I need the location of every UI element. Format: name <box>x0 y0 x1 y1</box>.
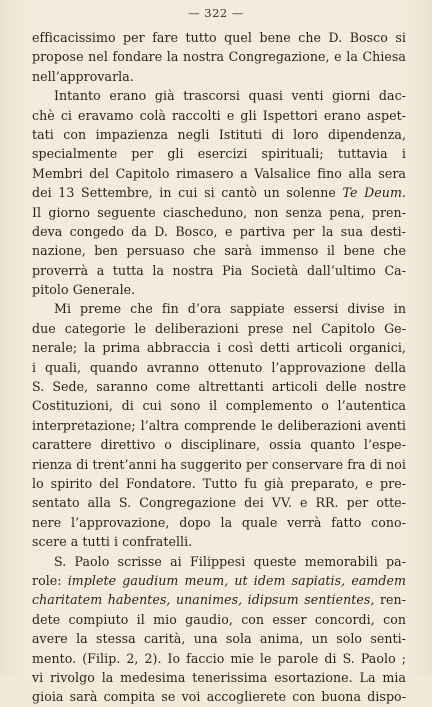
line-text: vi rivolgo la medesima tenerissima esortazione. La mia <box>32 669 406 685</box>
italic-quote: implete gaudium meum, ut idem sapiatis, eamdem <box>67 572 406 588</box>
text-line <box>32 164 406 183</box>
text-line <box>32 493 406 512</box>
line-text: scere a tutti i confratelli. <box>32 534 193 550</box>
text-line <box>32 435 406 454</box>
text-line <box>32 474 406 493</box>
page-number: — 322 — <box>188 6 244 20</box>
text-line <box>32 183 406 202</box>
line-text: deva congedo da D. Bosco, e partiva per la sua desti- <box>32 223 406 239</box>
text-line <box>32 513 406 532</box>
line-text: gioia sarà compita se voi accoglierete con buona dispo- <box>32 689 406 705</box>
line-text: sentato alla S. Congregazione dei VV. e RR. per otte- <box>32 495 406 511</box>
text-line <box>32 416 406 435</box>
text-line <box>32 106 406 125</box>
body-text <box>32 28 406 707</box>
text-line <box>32 28 406 47</box>
text-line <box>32 241 406 260</box>
text-line <box>32 455 406 474</box>
line-text: ren- <box>374 592 406 608</box>
line-text: tati con impazienza negli Istituti di loro dipendenza, <box>32 126 406 142</box>
text-line <box>32 687 406 706</box>
text-line <box>32 280 406 299</box>
text-line <box>32 571 406 590</box>
text-line <box>32 261 406 280</box>
text-line <box>32 338 406 357</box>
text-line <box>32 319 406 338</box>
line-text: Costituzioni, di cui sono il complemento o l’autentica <box>32 398 406 414</box>
line-text: S. Paolo scrisse ai Filippesi queste memorabili pa- <box>54 553 406 569</box>
line-text: nere l’approvazione, dopo la quale verrà fatto cono- <box>32 514 406 530</box>
line-text: dete compiuto il mio gaudio, con esser concordi, con <box>32 611 406 627</box>
text-line <box>32 610 406 629</box>
line-text: mento. (Filip. 2, 2). Io faccio mie le parole di S. Paolo ; <box>32 650 406 666</box>
text-line <box>32 590 406 609</box>
line-text: role: <box>32 572 68 588</box>
line-text: lo spirito del Fondatore. Tutto fu già preparato, e pre- <box>32 475 406 491</box>
line-text: interpretazione; l’altra comprende le deliberazioni aventi <box>32 417 406 433</box>
line-text: S. Sede, saranno come altrettanti articoli delle nostre <box>32 379 406 395</box>
line-text: rienza di trent’anni ha suggerito per conservare fra di noi <box>32 456 406 472</box>
text-line <box>32 377 406 396</box>
text-line <box>32 67 406 86</box>
text-line <box>32 358 406 377</box>
text-line <box>32 125 406 144</box>
text-line <box>32 222 406 241</box>
line-text: due categorie le deliberazioni prese nel Capitolo Ge- <box>32 320 406 336</box>
italic-quote: Te Deum. <box>342 185 406 201</box>
text-line <box>32 396 406 415</box>
text-line <box>32 649 406 668</box>
line-text: nerale; la prima abbraccia i così detti articoli organici, <box>32 340 406 356</box>
text-line <box>32 532 406 551</box>
line-text: specialmente per gli esercizi spirituali; tuttavia i <box>32 146 406 162</box>
line-text: avere la stessa carità, una sola anima, un solo senti- <box>32 631 406 647</box>
italic-quote: charitatem habentes, unanimes, idipsum sentientes, <box>32 592 375 608</box>
line-text: i quali, quando avranno ottenuto l’approvazione della <box>32 359 406 375</box>
line-text: nazione, ben persuaso che sarà immenso il bene che <box>32 243 406 259</box>
line-text: chè ci eravamo colà raccolti e gli Ispettori erano aspet- <box>32 107 406 123</box>
line-text: Membri del Capitolo rimasero a Valsalice fino alla sera <box>32 165 406 181</box>
line-text: propose nel fondare la nostra Congregazione, e la Chiesa <box>32 49 406 65</box>
line-text: proverrà a tutta la nostra Pia Società dall’ultimo Ca- <box>32 262 406 278</box>
line-text: Intanto erano già trascorsi quasi venti giorni dac- <box>54 88 406 104</box>
line-text: carattere direttivo o disciplinare, ossia quanto l’espe- <box>32 437 406 453</box>
text-line <box>32 668 406 687</box>
text-line <box>32 629 406 648</box>
text-line <box>32 552 406 571</box>
line-text: nell’approvarla. <box>32 68 134 84</box>
line-text: Mi preme che fin d’ora sappiate essersi divise in <box>54 301 406 317</box>
line-text: Il giorno seguente ciascheduno, non senza pena, pren- <box>32 204 406 220</box>
text-line <box>32 299 406 318</box>
line-text: pitolo Generale. <box>32 282 136 298</box>
text-line <box>32 203 406 222</box>
text-line <box>32 86 406 105</box>
line-text: efficacissimo per fare tutto quel bene che D. Bosco si <box>32 30 406 45</box>
line-text: dei 13 Settembre, in cui si cantò un solenne <box>32 185 343 201</box>
text-line <box>32 144 406 163</box>
text-line <box>32 47 406 66</box>
